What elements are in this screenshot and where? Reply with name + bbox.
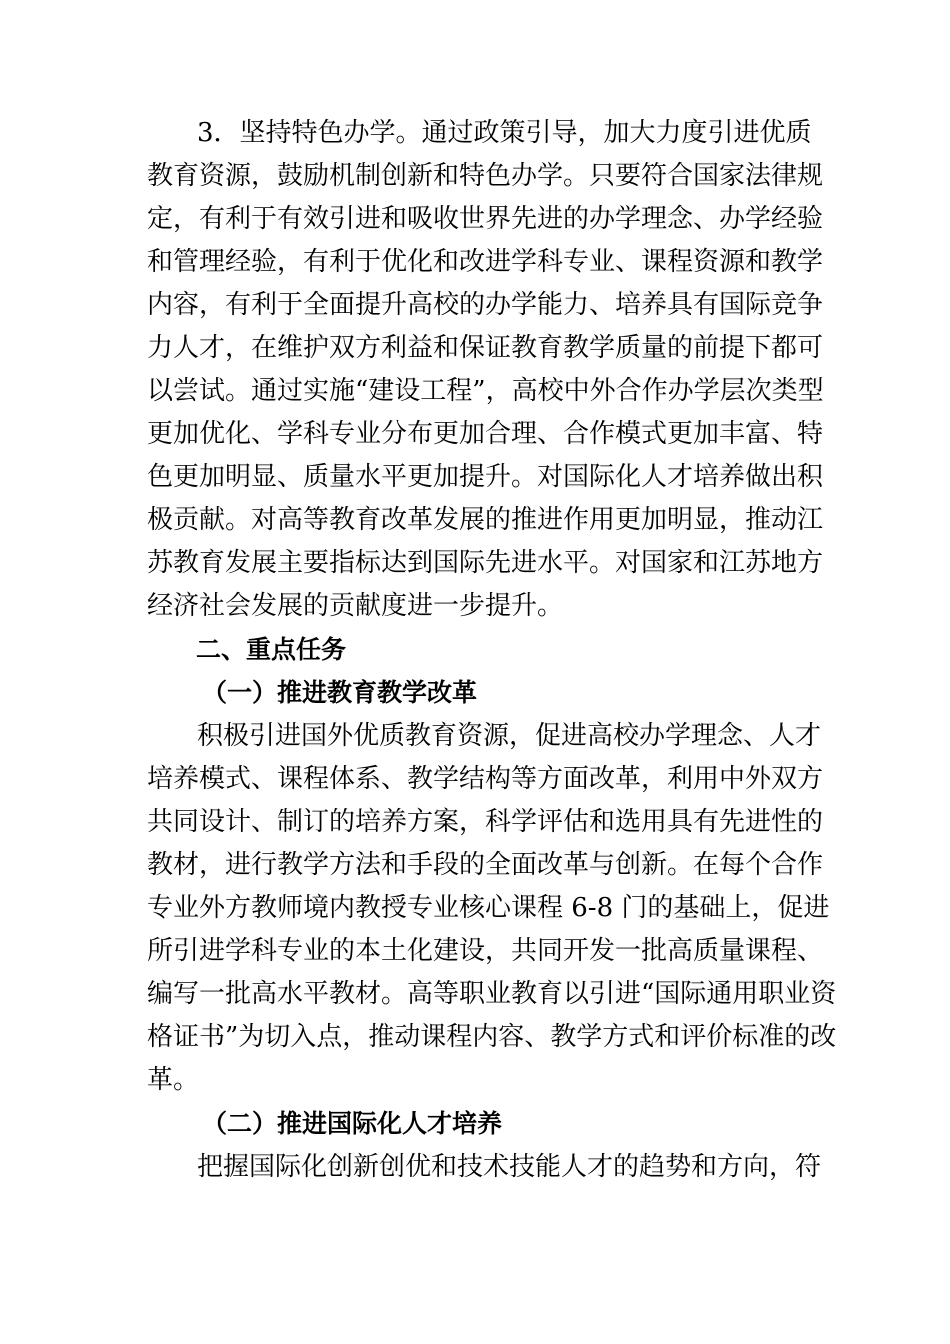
- paragraph-line: 编写一批高水平教材。高等职业教育以引进“国际通用职业资: [147, 979, 837, 1009]
- paragraph-line: 共同设计、制订的培养方案，科学评估和选用具有先进性的: [147, 807, 824, 837]
- subsection-heading: （一）推进教育教学改革: [202, 678, 478, 707]
- paragraph-line: 更加优化、学科专业分布更加合理、合作模式更加丰富、特: [147, 419, 824, 449]
- paragraph-line: 3．坚持特色办学。通过政策引导，加大力度引进优质: [197, 118, 812, 148]
- paragraph-line: 极贡献。对高等教育改革发展的推进作用更加明显，推动江: [147, 505, 824, 535]
- paragraph-line: 以尝试。通过实施“建设工程”，高校中外合作办学层次类型: [147, 376, 824, 406]
- paragraph-line: 专业外方教师境内教授专业核心课程 6-8 门的基础上，促进: [147, 893, 830, 923]
- paragraph-line: 格证书”为切入点，推动课程内容、教学方式和评价标准的改: [147, 1022, 837, 1052]
- paragraph-line: 经济社会发展的贡献度进一步提升。: [147, 591, 564, 621]
- paragraph-line: 教材，进行教学方法和手段的全面改革与创新。在每个合作: [147, 850, 824, 880]
- paragraph-line: 把握国际化创新创优和技术技能人才的趋势和方向，符: [197, 1152, 822, 1182]
- section-heading: 二、重点任务: [196, 635, 347, 664]
- paragraph-line: 积极引进国外优质教育资源，促进高校办学理念、人才: [197, 721, 822, 751]
- paragraph-line: 定，有利于有效引进和吸收世界先进的办学理念、办学经验: [147, 204, 824, 234]
- paragraph-line: 力人才，在维护双方利益和保证教育教学质量的前提下都可: [147, 333, 824, 363]
- paragraph-line: 苏教育发展主要指标达到国际先进水平。对国家和江苏地方: [147, 548, 824, 578]
- paragraph-line: 教育资源，鼓励机制创新和特色办学。只要符合国家法律规: [147, 161, 824, 191]
- paragraph-line: 色更加明显、质量水平更加提升。对国际化人才培养做出积: [147, 462, 824, 492]
- paragraph-line: 培养模式、课程体系、教学结构等方面改革，利用中外双方: [147, 764, 824, 794]
- paragraph-line: 革。: [147, 1065, 200, 1095]
- paragraph-line: 所引进学科专业的本土化建设，共同开发一批高质量课程、: [147, 936, 824, 966]
- paragraph-line: 内容，有利于全面提升高校的办学能力、培养具有国际竞争: [147, 290, 824, 320]
- subsection-heading: （二）推进国际化人才培养: [202, 1109, 503, 1138]
- paragraph-line: 和管理经验，有利于优化和改进学科专业、课程资源和教学: [147, 247, 824, 277]
